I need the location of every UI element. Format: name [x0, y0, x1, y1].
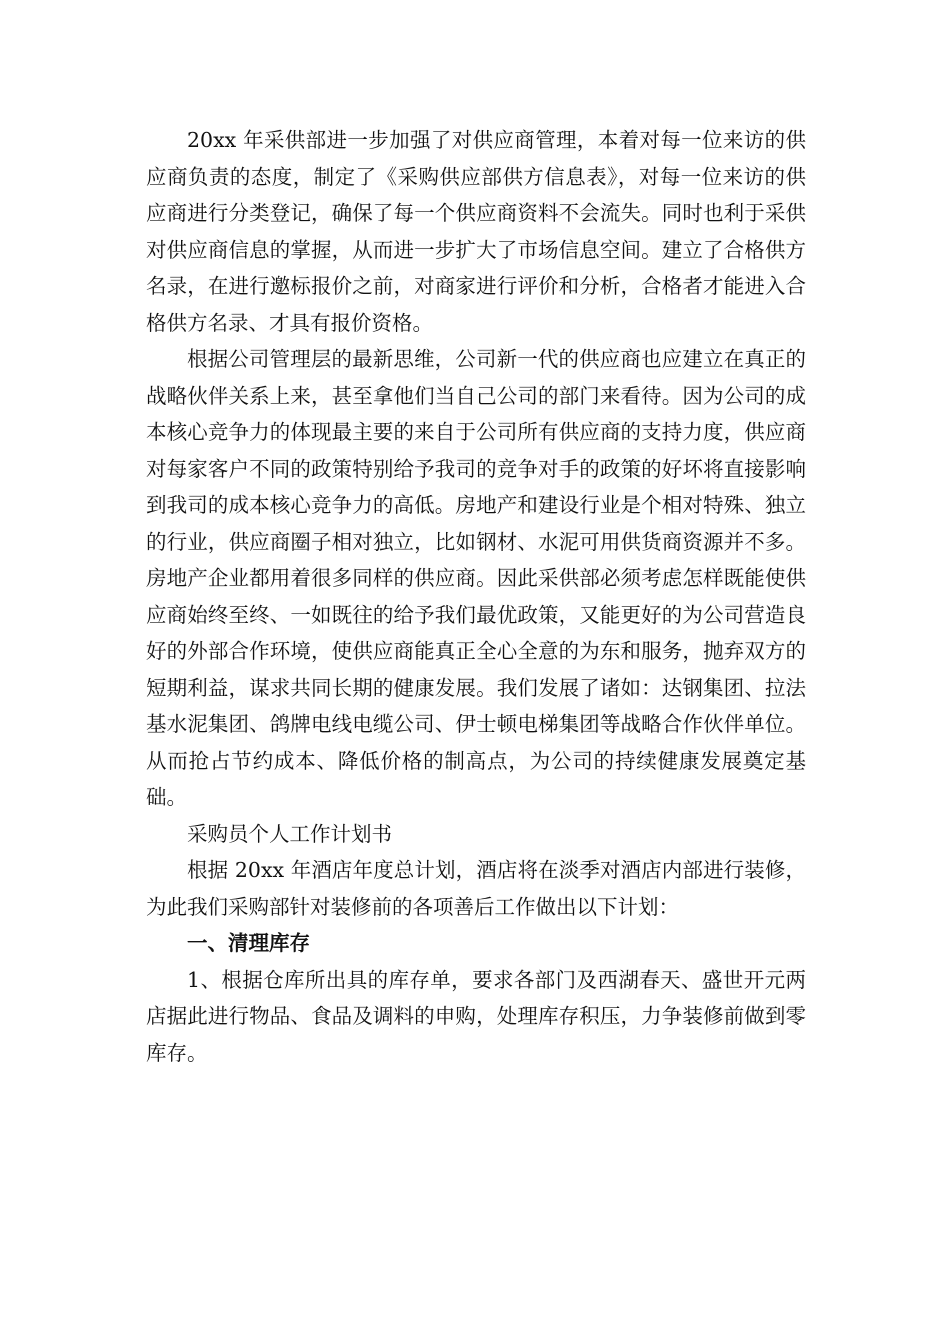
list-item-1: 1、根据仓库所出具的库存单，要求各部门及西湖春天、盛世开元两店据此进行物品、食品及调料的申购，处理库存积压，力争装修前做到零库存。 [146, 967, 806, 1065]
paragraph-annual-plan: 根据 20xx 年酒店年度总计划，酒店将在淡季对酒店内部进行装修，为此我们采购部针对装修前的各项善后工作做出以下计划： [146, 858, 806, 919]
document-body [146, 122, 806, 1071]
paragraph-strategic-partners: 根据公司管理层的最新思维，公司新一代的供应商也应建立在真正的战略伙伴关系上来，甚至拿他们当自己公司的部门来看待。因为公司的成本核心竞争力的体现最主要的来自于公司所有供应商的支持力度，供应商对每家客户不同的政策特别给予我司的竞争对手的政策的好坏将直接影响到我司的成本核心竞争力的高低。房地产和建设行业是个相对特殊、独立的行业，供应商圈子相对独立，比如钢材、水泥可用供货商资源并不多。房地产企业都用着很多同样的供应商。因此采供部必须考虑怎样既能使供应商始终至终、一如既往的给予我们最优政策，又能更好的为公司营造良好的外部合作环境，使供应商能真正全心全意的为东和服务，抛弃双方的短期利益，谋求共同长期的健康发展。我们发展了诸如：达钢集团、拉法基水泥集团、鸽牌电线电缆公司、伊士顿电梯集团等战略合作伙伴单位。从而抢占节约成本、降低价格的制高点，为公司的持续健康发展奠定基础。 [146, 347, 806, 809]
section-heading-inventory: 一、清理库存 [187, 931, 310, 955]
document-title-plan: 采购员个人工作计划书 [187, 821, 392, 846]
paragraph-supplier-management: 20xx 年采供部进一步加强了对供应商管理，本着对每一位来访的供应商负责的态度，制定了《采购供应部供方信息表》，对每一位来访的供应商进行分类登记，确保了每一个供应商资料不会流失。同时也利于采供对供应商信息的掌握，从而进一步扩大了市场信息空间。建立了合格供方名录，在进行邀标报价之前，对商家进行评价和分析，合格者才能进入合格供方名录、才具有报价资格。 [146, 128, 806, 335]
